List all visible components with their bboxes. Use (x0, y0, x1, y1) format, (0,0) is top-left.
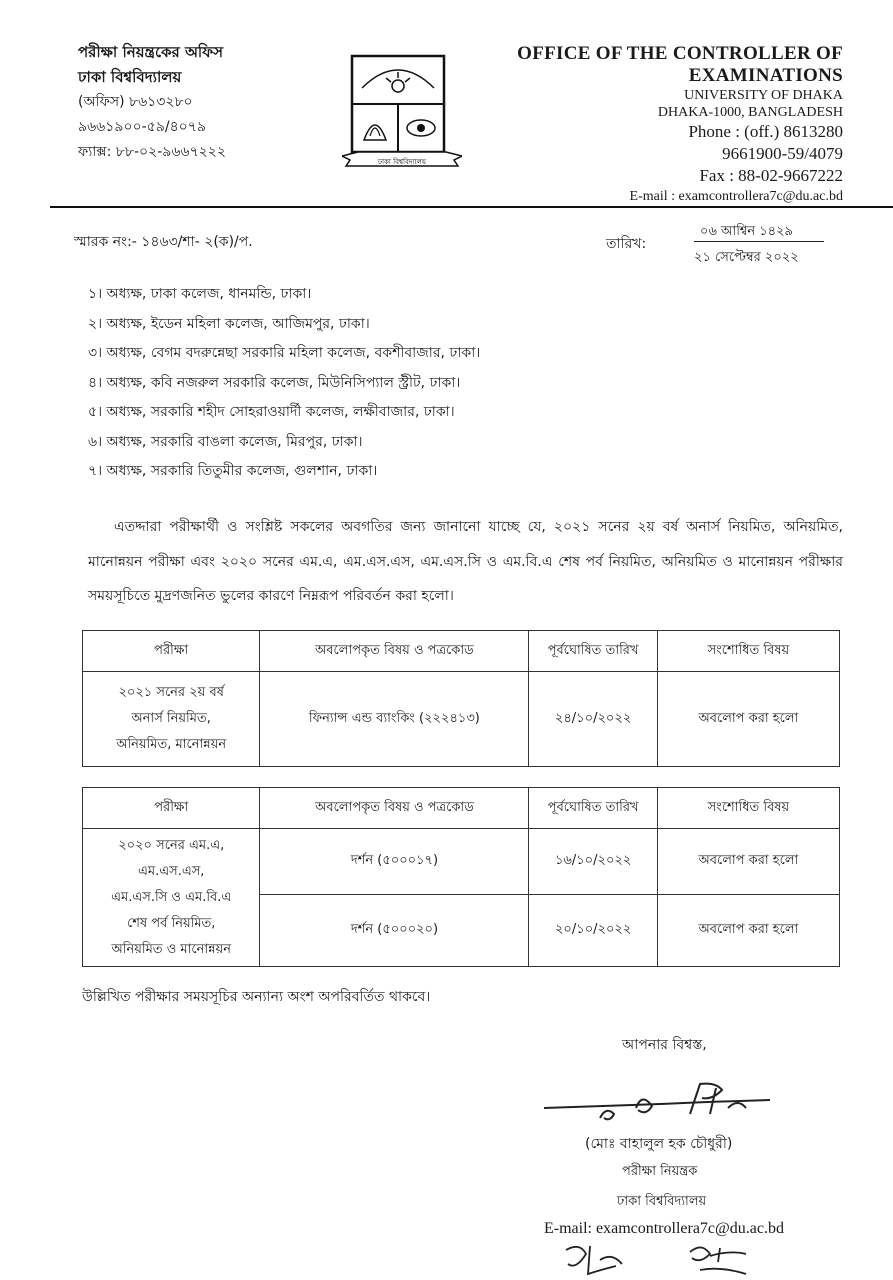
phone-lines-bn: ৯৬৬১৯০০-৫৯/৪০৭৯ (78, 119, 206, 135)
office-name-en-2: EXAMINATIONS (688, 65, 843, 86)
exam-line: অনার্স নিয়মিত, (131, 711, 211, 726)
university-logo (342, 48, 462, 172)
revised-cell: অবলোপ করা হলো (657, 829, 839, 895)
header-revised: সংশোধিত বিষয় (657, 631, 839, 672)
exam-line: অনিয়মিত, মানোন্নয়ন (116, 737, 227, 752)
table-header-row (83, 631, 840, 672)
exam-line: ২০২০ সনের এম.এ, (118, 837, 225, 853)
revised-cell: অবলোপ করা হলো (657, 895, 839, 967)
date-divider (694, 241, 824, 242)
handwritten-signature (540, 1078, 780, 1128)
date-cell: ২০/১০/২০২২ (529, 895, 657, 967)
phone2-en: 9661900-59/4079 (722, 144, 843, 163)
recipient-item: ৪। অধ্যক্ষ, কবি নজরুল সরকারি কলেজ, মিউনিসিপ্যাল স্ট্রীট, ঢাকা। (88, 374, 461, 391)
office-name-en-1: OFFICE OF THE CONTROLLER OF (517, 43, 843, 64)
exam-cell (83, 672, 260, 767)
recipient-item: ৫। অধ্যক্ষ, সরকারি শহীদ সোহরাওয়ার্দী কলেজ, লক্ষীবাজার, ঢাকা। (88, 404, 455, 420)
signatory-title: পরীক্ষা নিয়ন্ত্রক (622, 1164, 698, 1179)
date-cell: ২৪/১০/২০২২ (529, 672, 657, 767)
recipient-item: ৩। অধ্যক্ষ, বেগম বদরুন্নেছা সরকারি মহিলা কলেজ, বকশীবাজার, ঢাকা। (88, 345, 481, 361)
recipient-item: ১। অধ্যক্ষ, ঢাকা কলেজ, ধানমন্ডি, ঢাকা। (88, 286, 312, 302)
header-prev-date: পূর্বঘোষিত তারিখ (529, 631, 657, 672)
university-name-bn: ঢাকা বিশ্ববিদ্যালয় (78, 68, 182, 86)
header-exam: পরীক্ষা (83, 788, 260, 829)
office-name-bn: পরীক্ষা নিয়ন্ত্রকের অফিস (78, 43, 224, 61)
exam-line: অনিয়মিত ও মানোন্নয়ন (111, 941, 231, 957)
date-label: তারিখ: (606, 236, 647, 252)
recipient-item: ২। অধ্যক্ষ, ইডেন মহিলা কলেজ, আজিমপুর, ঢাকা। (88, 315, 370, 332)
header-left-block (78, 40, 226, 165)
signatory-email: E-mail: examcontrollera7c@du.ac.bd (544, 1220, 784, 1237)
schedule-table-masters (82, 787, 840, 967)
fax-en: Fax : 88-02-9667222 (699, 166, 843, 185)
subject-cell: দর্শন (৫০০০২০) (260, 895, 529, 967)
phone-office-bn: (অফিস) ৮৬১৩২৮০ (78, 94, 193, 110)
fax-bn: ফ্যাক্স: ৮৮-০২-৯৬৬৭২২২ (78, 144, 226, 160)
closing-salutation: আপনার বিশ্বস্ত, (622, 1037, 707, 1053)
date-bangla: ০৬ আশ্বিন ১৪২৯ (700, 224, 793, 239)
header-subject: অবলোপকৃত বিষয় ও পত্রকোড (260, 631, 529, 672)
subject-cell: ফিন্যান্স এন্ড ব্যাংকিং (২২২৪১৩) (260, 672, 529, 767)
phone-en: Phone : (off.) 8613280 (688, 122, 843, 141)
initials-signatures (560, 1240, 840, 1280)
exam-cell (83, 829, 260, 967)
table-row (83, 829, 840, 895)
email-en: E-mail : examcontrollera7c@du.ac.bd (629, 189, 843, 204)
recipient-item: ৭। অধ্যক্ষ, সরকারি তিতুমীর কলেজ, গুলশান, ঢাকা। (88, 463, 378, 479)
recipient-list (88, 280, 480, 487)
university-name-en: UNIVERSITY OF DHAKA (684, 88, 843, 103)
notice-paragraph (88, 510, 843, 614)
header-exam: পরীক্ষা (83, 631, 260, 672)
notice-text: এতদ্দারা পরীক্ষার্থী ও সংশ্লিষ্ট সকলের অবগতির জন্য জানানো যাচ্ছে যে, ২০২১ সনের ২য় বর্ষ অনার্স নিয়মিত, অনিয়মিত, মানোন্নয়ন পরীক্ষা এবং ২০২০ সনের এম.এ, এম.এস.এস, এম.এস.সি ও এম.বি.এ শেষ পর্ব নিয়মিত, অনিয়মিত ও মানোন্নয়ন পরীক্ষার সময়সূচিতে মুদ্রণজনিত ভুলের কারণে নিম্নরূপ পরিবর্তন করা হলো। (88, 519, 843, 604)
address-en: DHAKA-1000, BANGLADESH (657, 105, 843, 120)
signatory-name: (মোঃ বাহালুল হক চৌধুরী) (585, 1136, 733, 1152)
revised-cell: অবলোপ করা হলো (657, 672, 839, 767)
exam-line: ২০২১ সনের ২য় বর্ষ (118, 685, 224, 700)
closing-note: উল্লিখিত পরীক্ষার সময়সূচির অন্যান্য অংশ অপরিবর্তিত থাকবে। (82, 989, 431, 1005)
header-right-block (513, 43, 843, 207)
schedule-table-honours (82, 630, 840, 767)
date-gregorian: ২১ সেপ্টেম্বর ২০২২ (694, 250, 799, 265)
header-prev-date: পূর্বঘোষিত তারিখ (529, 788, 657, 829)
signatory-university: ঢাকা বিশ্ববিদ্যালয় (617, 1194, 707, 1209)
subject-cell: দর্শন (৫০০০১৭) (260, 829, 529, 895)
table-header-row (83, 788, 840, 829)
date-cell: ১৬/১০/২০২২ (529, 829, 657, 895)
exam-line: শেষ পর্ব নিয়মিত, (127, 915, 216, 931)
header-revised: সংশোধিত বিষয় (657, 788, 839, 829)
header-subject: অবলোপকৃত বিষয় ও পত্রকোড (260, 788, 529, 829)
table-row (83, 672, 840, 767)
recipient-item: ৬। অধ্যক্ষ, সরকারি বাঙলা কলেজ, মিরপুর, ঢাকা। (88, 433, 363, 450)
logo-caption: ঢাকা বিশ্ববিদ্যালয় (377, 158, 427, 166)
memo-reference: স্মারক নং:- ১৪৬৩/শা- ২(ক)/প. (74, 234, 253, 250)
header-divider (50, 206, 893, 208)
exam-line: এম.এস.সি ও এম.বি.এ (111, 889, 232, 905)
exam-line: এম.এস.এস, (137, 863, 205, 879)
